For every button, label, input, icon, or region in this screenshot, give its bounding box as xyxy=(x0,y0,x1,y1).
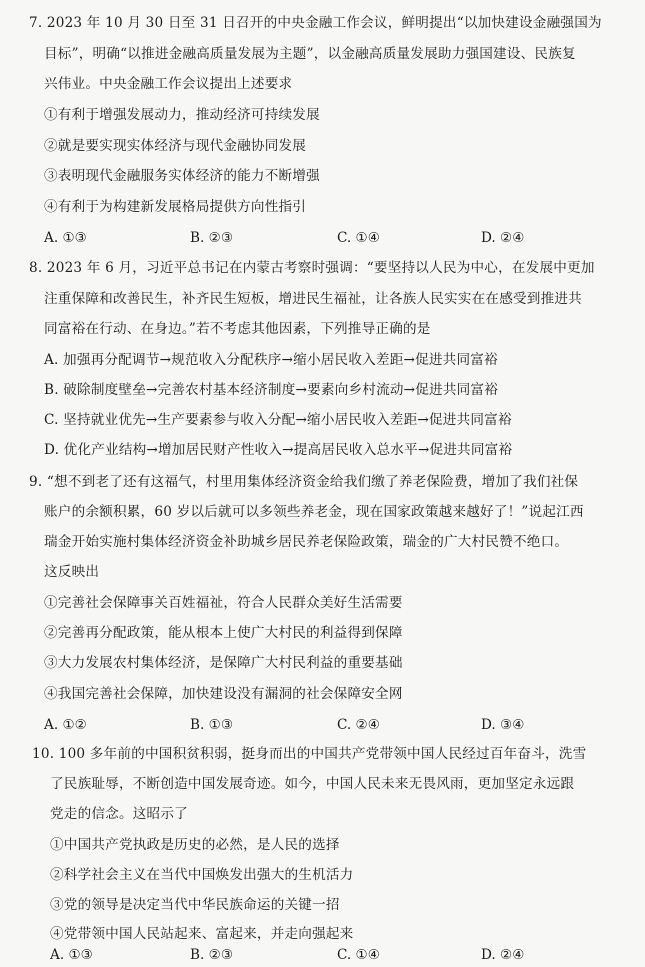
statement-item: ①有利于增强发展动力，推动经济可持续发展 xyxy=(44,107,320,123)
answer-choice-a: A. ①② xyxy=(44,717,87,733)
answer-choice-c: C. 坚持就业优先→生产要素参与收入分配→缩小居民收入差距→促进共同富裕 xyxy=(44,412,512,428)
answer-choice-d: D. ②④ xyxy=(481,230,525,246)
question-stem-line: 党走的信念。这昭示了 xyxy=(50,806,188,822)
answer-choice-c: C. ①④ xyxy=(337,947,380,963)
statement-item: ②完善再分配政策，能从根本上使广大村民的利益得到保障 xyxy=(44,625,403,641)
question-stem-line: 了民族耻辱，不断创造中国发展奇迹。如今，中国人民未来无畏风雨，更加坚定永远跟 xyxy=(50,776,575,792)
question-stem-line: 同富裕在行动、在身边。”若不考虑其他因素，下列推导正确的是 xyxy=(44,321,431,337)
question-stem-line: 目标”，明确“以推进金融高质量发展为主题”，以金融高质量发展助力强国建设、民族复 xyxy=(44,46,576,62)
answer-choice-c: C. ①④ xyxy=(337,230,380,246)
question-stem-line: 8. 2023 年 6 月，习近平总书记在内蒙古考察时强调：“要坚持以人民为中心，在发展中更加 xyxy=(29,260,595,276)
answer-choice-a: A. 加强再分配调节→规范收入分配秩序→缩小居民收入差距→促进共同富裕 xyxy=(44,352,498,368)
answer-choice-d: D. ②④ xyxy=(481,947,525,963)
statement-item: ②科学社会主义在当代中国焕发出强大的生机活力 xyxy=(50,867,354,883)
question-stem-line: 7. 2023 年 10 月 30 日至 31 日召开的中央金融工作会议，鲜明提出“以加快建设金融强国为 xyxy=(29,15,602,31)
answer-choice-a: A. ①③ xyxy=(44,230,87,246)
statement-item: ③大力发展农村集体经济，是保障广大村民利益的重要基础 xyxy=(44,655,403,671)
answer-choice-b: B. ②③ xyxy=(190,947,234,963)
statement-item: ④党带领中国人民站起来、富起来，并走向强起来 xyxy=(50,926,354,942)
statement-item: ①完善社会保障事关百姓福祉，符合人民群众美好生活需要 xyxy=(44,595,403,611)
question-stem-line: 9. “想不到老了还有这福气，村里用集体经济资金给我们缴了养老保险费，增加了我们社保 xyxy=(29,474,579,490)
statement-item: ④我国完善社会保障，加快建设没有漏洞的社会保障安全网 xyxy=(44,686,403,702)
statement-item: ④有利于为构建新发展格局提供方向性指引 xyxy=(44,199,307,215)
statement-item: ③表明现代金融服务实体经济的能力不断增强 xyxy=(44,168,320,184)
answer-choice-a: A. ①③ xyxy=(50,947,93,963)
answer-choice-c: C. ②④ xyxy=(337,717,380,733)
question-stem-line: 10. 100 多年前的中国积贫积弱，挺身而出的中国共产党带领中国人民经过百年奋斗，洗雪 xyxy=(32,746,587,762)
answer-choice-d: D. 优化产业结构→增加居民财产性收入→提高居民收入总水平→促进共同富裕 xyxy=(44,442,513,458)
question-stem-line: 瑞金开始实施村集体经济资金补助城乡居民养老保险政策，瑞金的广大村民赞不绝口。 xyxy=(44,534,569,550)
question-stem-line: 账户的余额积累，60 岁以后就可以多领些养老金，现在国家政策越来越好了！”说起江西 xyxy=(44,504,584,520)
statement-item: ③党的领导是决定当代中华民族命运的关键一招 xyxy=(50,897,340,913)
statement-item: ①中国共产党执政是历史的必然，是人民的选择 xyxy=(50,837,340,853)
answer-choice-b: B. ①③ xyxy=(190,717,234,733)
question-stem-line: 这反映出 xyxy=(44,564,100,580)
question-stem-line: 注重保障和改善民生，补齐民生短板，增进民生福祉，让各族人民实实在在感受到推进共 xyxy=(44,291,582,307)
answer-choice-b: B. ②③ xyxy=(190,230,234,246)
answer-choice-d: D. ③④ xyxy=(481,717,525,733)
statement-item: ②就是要实现实体经济与现代金融协同发展 xyxy=(44,138,307,154)
answer-choice-b: B. 破除制度壁垒→完善农村基本经济制度→要素向乡村流动→促进共同富裕 xyxy=(44,382,499,398)
question-stem-line: 兴伟业。中央金融工作会议提出上述要求 xyxy=(44,76,293,92)
